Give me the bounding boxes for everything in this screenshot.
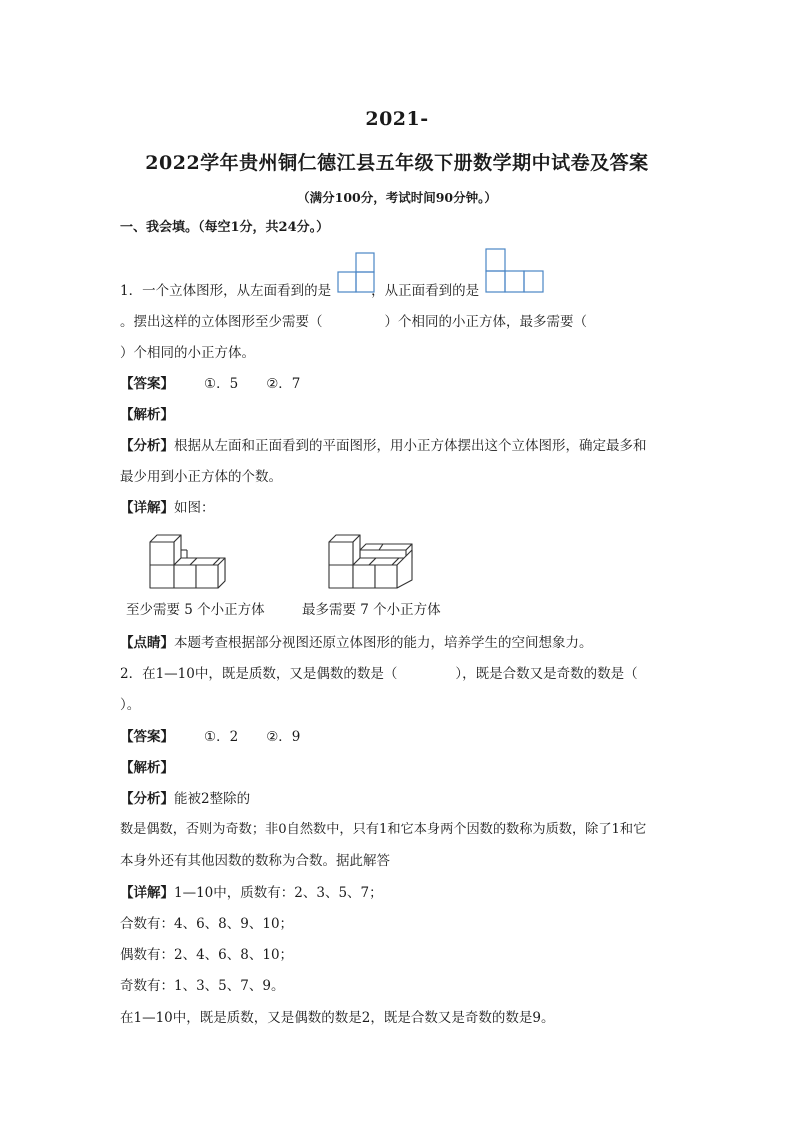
q2-detail-line-1 xyxy=(120,884,383,902)
q2-detail-line-5: 在1—10中，既是质数，又是偶数的数是2，既是合数又是奇数的数是9。 xyxy=(120,1010,555,1026)
left-view-figure xyxy=(337,252,377,294)
q2-fenxi-text-1: 能被2整除的 xyxy=(174,791,251,807)
title-line-1: 2021- xyxy=(365,108,429,130)
q2-answer-1: ①．2 xyxy=(204,729,239,745)
q2-answer-label: 【答案】 xyxy=(120,729,174,745)
q1-detail-text: 如图： xyxy=(174,500,215,516)
q2-analysis-label: 【解析】 xyxy=(120,760,174,776)
q2-fenxi-label: 【分析】 xyxy=(120,791,174,807)
subtitle: （满分100分，考试时间90分钟。） xyxy=(297,190,497,205)
q1-dianjing-label: 【点睛】 xyxy=(120,635,174,651)
q2-detail-line-4: 奇数有：1、3、5、7、9。 xyxy=(120,978,285,994)
q2-fenxi-line-2: 数是偶数，否则为奇数；非0自然数中，只有1和它本身两个因数的数称为质数，除了1和它 xyxy=(120,822,647,837)
q1-stem-line-2 xyxy=(120,313,587,331)
q1-fenxi-text-1: 根据从左面和正面看到的平面图形，用小正方体摆出这个立体图形，确定最多和 xyxy=(174,438,647,454)
q1-detail xyxy=(120,499,215,517)
q1-answer-2: ②．7 xyxy=(266,376,301,392)
title-line-2: 2022学年贵州铜仁德江县五年级下册数学期中试卷及答案 xyxy=(145,152,649,174)
q1-stem-a: 1．一个立体图形，从左面看到的是 xyxy=(120,283,332,299)
q1-stem-line-1 xyxy=(120,282,479,300)
q1-answer xyxy=(120,375,300,393)
front-view-figure xyxy=(485,248,545,294)
q2-answer xyxy=(120,728,300,746)
q2-detail-label: 【详解】 xyxy=(120,885,174,901)
q1-detail-label: 【详解】 xyxy=(120,500,174,516)
q1-answer-1: ①．5 xyxy=(204,376,239,392)
q1-stem-d: ）个相同的小正方体，最多需要（ xyxy=(384,314,587,330)
q1-stem-c: 。摆出这样的立体图形至少需要（ xyxy=(120,314,323,330)
caption-min: 至少需要 5 个小正方体 xyxy=(126,602,265,618)
cube-figure-min xyxy=(145,530,257,590)
q1-answer-label: 【答案】 xyxy=(120,376,174,392)
q2-stem-a: 2．在1—10中，既是质数，又是偶数的数是（ xyxy=(120,666,398,682)
q2-detail-text-1: 1—10中，质数有：2、3、5、7； xyxy=(174,885,383,901)
q2-detail-line-3: 偶数有：2、4、6、8、10； xyxy=(120,947,294,963)
q2-fenxi-line-3: 本身外还有其他因数的数称为合数。据此解答 xyxy=(120,853,390,869)
q2-stem-b: ），既是合数又是奇数的数是（ xyxy=(455,666,638,682)
section-heading: 一、我会填。（每空1分，共24分。） xyxy=(120,220,330,235)
q1-fenxi-line-2: 最少用到小正方体的个数。 xyxy=(120,469,282,485)
q1-fenxi-line-1 xyxy=(120,437,647,455)
cube-figure-max xyxy=(324,530,444,590)
q2-answer-2: ②．9 xyxy=(266,729,301,745)
q1-dianjing xyxy=(120,634,593,652)
q2-detail-line-2: 合数有：4、6、8、9、10； xyxy=(120,916,294,932)
q1-stem-line-3: ）个相同的小正方体。 xyxy=(120,345,255,361)
q1-analysis-label: 【解析】 xyxy=(120,407,174,423)
caption-max: 最多需要 7 个小正方体 xyxy=(302,602,441,618)
q2-fenxi-line-1 xyxy=(120,790,250,808)
q1-dianjing-text: 本题考查根据部分视图还原立体图形的能力，培养学生的空间想象力。 xyxy=(174,635,593,651)
q2-stem-line-1 xyxy=(120,665,638,683)
q1-stem-b: ，从正面看到的是 xyxy=(371,283,480,299)
q1-fenxi-label: 【分析】 xyxy=(120,438,174,454)
q2-stem-line-2: ）。 xyxy=(120,697,141,713)
